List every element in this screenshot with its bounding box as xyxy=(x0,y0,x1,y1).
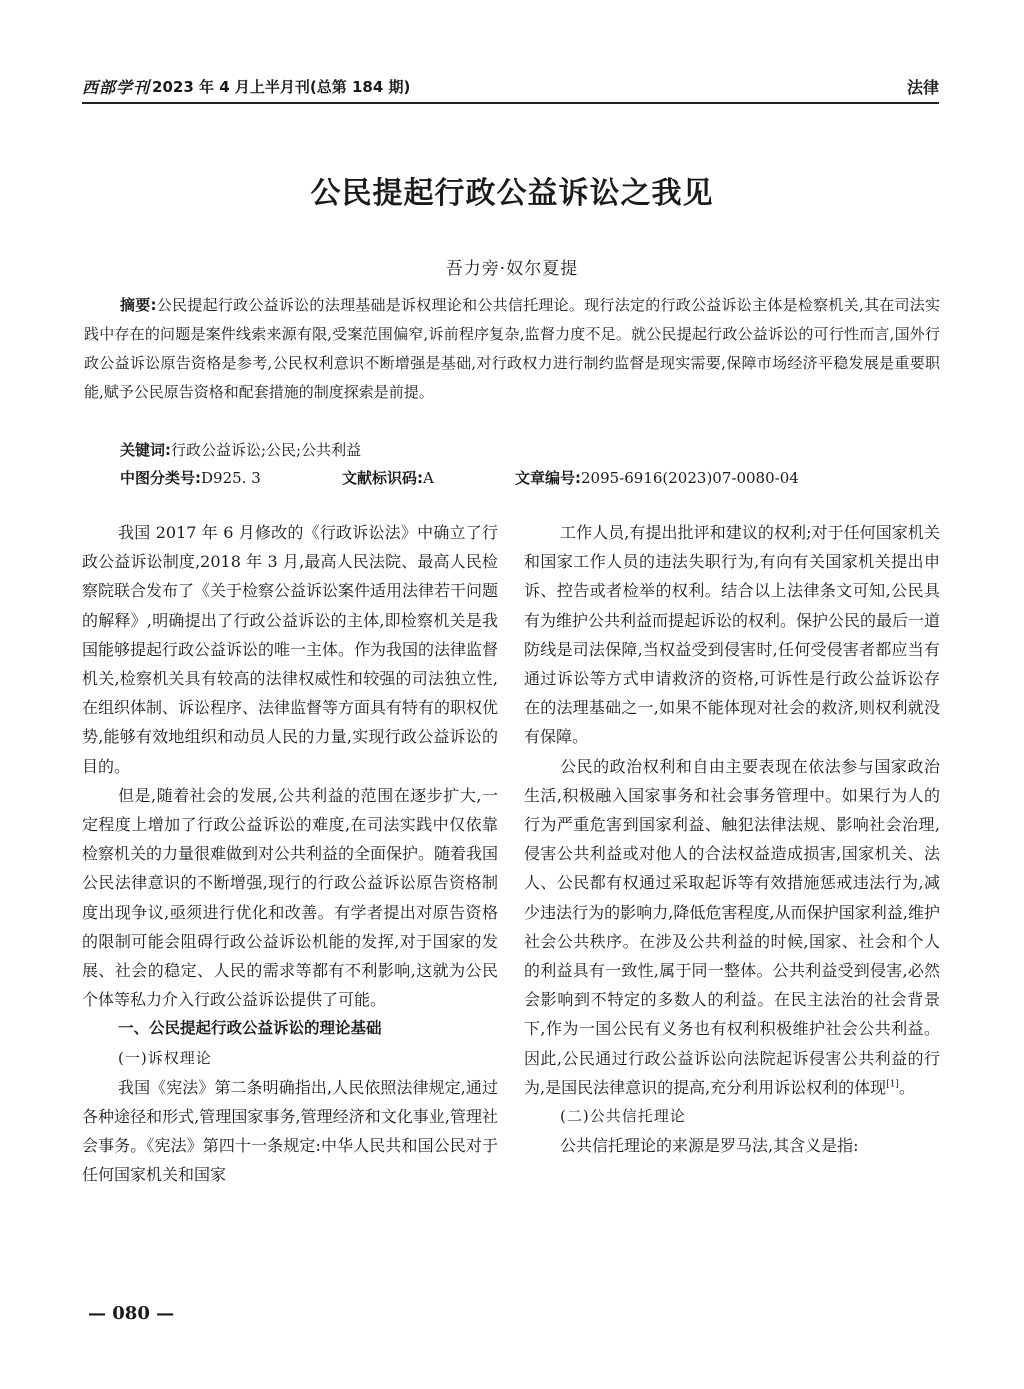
left-column xyxy=(82,518,498,1190)
abstract-label: 摘要: xyxy=(120,296,157,314)
citation-ref: [1] xyxy=(886,1079,899,1090)
paragraph xyxy=(524,752,940,1102)
subsection-heading: (一)诉权理论 xyxy=(118,1048,212,1067)
subsection-heading: (二)公共信托理论 xyxy=(560,1107,686,1126)
paragraph: 公共信托理论的来源是罗马法,其含义是指: xyxy=(560,1136,859,1156)
journal-name-logo: 西部学刊 xyxy=(82,77,151,97)
clc-number xyxy=(120,466,342,490)
paragraph-text: 公民的政治权利和自由主要表现在依法参与国家政治生活,积极融入国家事务和社会事务管理中。如果行为人的行为严重危害到国家利益、触犯法律法规、影响社会治理,侵害公共利益或对他人的合法权益造成损害,国家机关、法人、公民都有权通过采取起诉等有效措施惩戒违法行为,减少违法行为的影响力,降低危害程度,从而保护国家利益,维护社会公共秩序。在涉及公共利益的时候,国家、社会和个人的利益具有一致性,属于同一整体。公共利益受到侵害,必然会影响到不特定的多数人的利益。在民主法治的社会背景下,作为一国公民有义务也有权利积极维护社会公共利益。因此,公民通过行政公益诉讼向法院起诉侵害公共利益的行为,是国民法律意识的提高,充分利用诉讼权利的体现 xyxy=(524,756,940,1097)
author-name: 吾力旁·奴尔夏提 xyxy=(445,259,579,279)
running-header xyxy=(82,70,939,104)
abstract xyxy=(84,291,940,407)
issue-info: 2023 年 4 月上半月刊(总第 184 期) xyxy=(152,77,411,96)
paragraph: 工作人员,有提出批评和建议的权利;对于任何国家机关和国家工作人员的违法失职行为,有向有关国家机关提出申诉、控告或者检举的权利。结合以上法律条文可知,公民具有为维护公共利益而提起诉讼的权利。保护公民的最后一道防线是司法保障,当权益受到侵害时,任何受侵害者都应当有通过诉讼等方式申请救济的资格,可诉性是行政公益诉讼存在的法理基础之一,如果不能体现对社会的救济,则权利就没有保障。 xyxy=(524,523,941,747)
keywords-label: 关键词: xyxy=(120,441,171,459)
classification-row xyxy=(120,466,799,490)
doc-code-value: A xyxy=(423,469,434,487)
article-title: 公民提起行政公益诉讼之我见 xyxy=(310,176,714,211)
paragraph: 我国《宪法》第二条明确指出,人民依照法律规定,通过各种途径和形式,管理国家事务,管理经济和文化事业,管理社会事务。《宪法》第四十一条规定:中华人民共和国公民对于任何国家机关和国家 xyxy=(82,1077,498,1185)
keywords-text: 行政公益诉讼;公民;公共利益 xyxy=(171,441,362,459)
header-left xyxy=(82,75,410,98)
right-column xyxy=(524,518,940,1160)
article-number-value: 2095-6916(2023)07-0080-04 xyxy=(581,469,799,487)
doc-code-label: 文献标识码: xyxy=(342,469,423,487)
paragraph-end: 。 xyxy=(898,1077,915,1097)
section-heading: 一、公民提起行政公益诉讼的理论基础 xyxy=(118,1019,382,1038)
article-number-label: 文章编号: xyxy=(515,469,581,487)
clc-label: 中图分类号: xyxy=(120,469,201,487)
page-number: — 080 — xyxy=(88,1303,175,1324)
document-code xyxy=(342,466,515,490)
keywords xyxy=(120,438,361,462)
paragraph: 我国 2017 年 6 月修改的《行政诉讼法》中确立了行政公益诉讼制度,2018 年 3 月,最高人民法院、最高人民检察院联合发布了《关于检察公益诉讼案件适用法律若干问题的解释》,明确提出了行政公益诉讼的主体,即检察机关是我国能够提起行政公益诉讼的唯一主体。作为我国的法律监督机关,检察机关具有较高的法律权威性和较强的司法独立性,在组织体制、诉讼程序、法律监督等方面具有特有的职权优势,能够有效地组织和动员人民的力量,实现行政公益诉讼的目的。 xyxy=(82,523,499,776)
clc-value: D925. 3 xyxy=(201,469,261,487)
section-label: 法律 xyxy=(906,77,939,97)
abstract-text: 公民提起行政公益诉讼的法理基础是诉权理论和公共信托理论。现行法定的行政公益诉讼主体是检察机关,其在司法实践中存在的问题是案件线索来源有限,受案范围偏窄,诉前程序复杂,监督力度不足。就公民提起行政公益诉讼的可行性而言,国外行政公益诉讼原告资格是参考,公民权利意识不断增强是基础,对行政权力进行制约监督是现实需要,保障市场经济平稳发展是重要职能,赋予公民原告资格和配套措施的制度探索是前提。 xyxy=(84,296,941,401)
article-number xyxy=(515,466,799,490)
paragraph: 但是,随着社会的发展,公共利益的范围在逐步扩大,一定程度上增加了行政公益诉讼的难度,在司法实践中仅依靠检察机关的力量很难做到对公共利益的全面保护。随着我国公民法律意识的不断增强,现行的行政公益诉讼原告资格制度出现争议,亟须进行优化和改善。有学者提出对原告资格的限制可能会阻碍行政公益诉讼机能的发挥,对于国家的发展、社会的稳定、人民的需求等都有不利影响,这就为公民个体等私力介入行政公益诉讼提供了可能。 xyxy=(82,785,499,1010)
